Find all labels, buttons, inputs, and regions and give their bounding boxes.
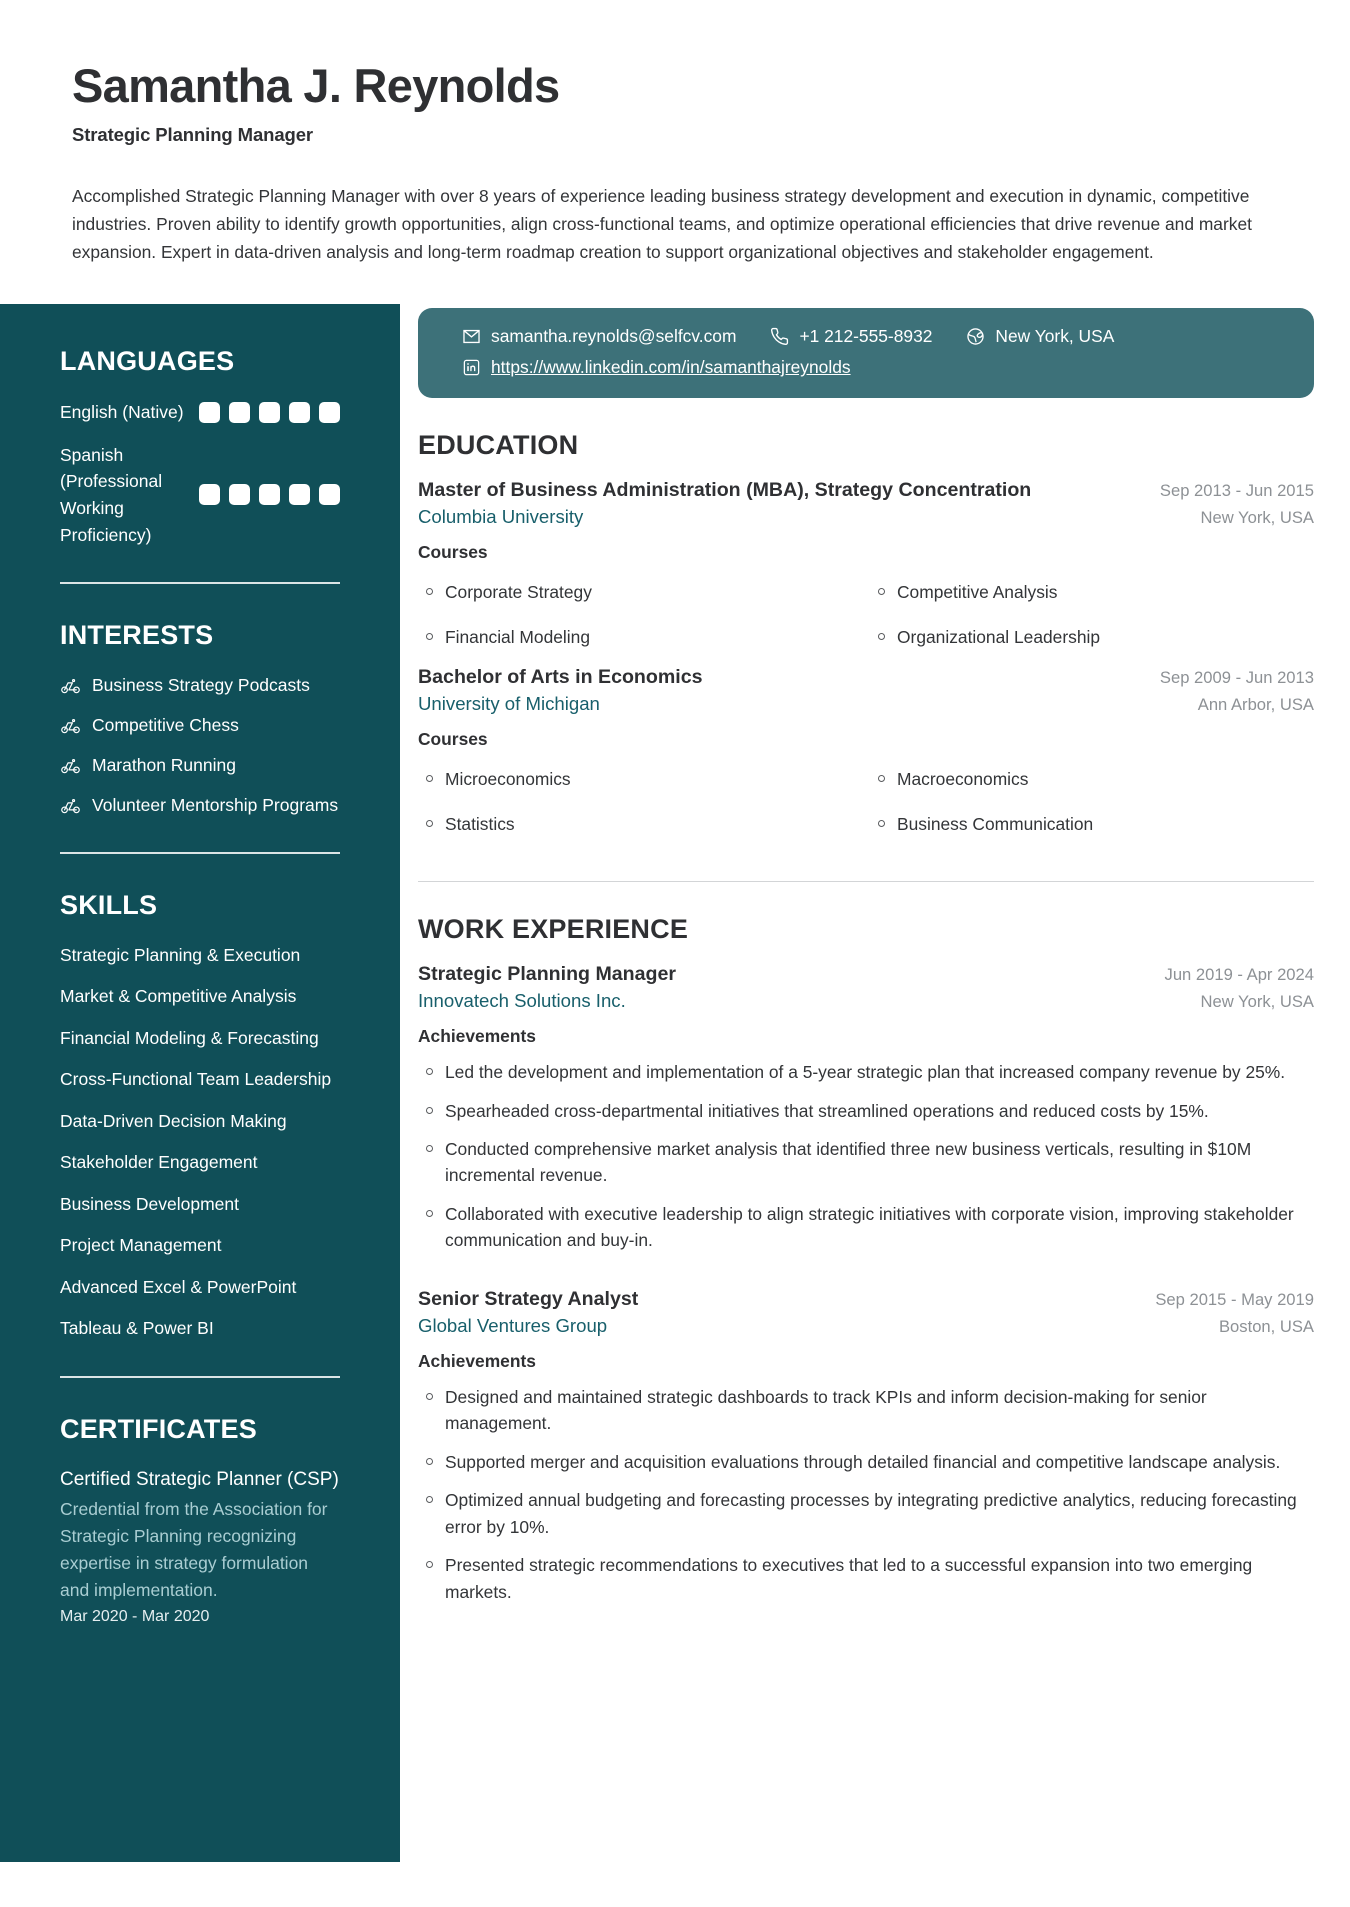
achievement-item bbox=[426, 1443, 1314, 1481]
course-item bbox=[878, 616, 1314, 658]
work-company[interactable]: Innovatech Solutions Inc. bbox=[418, 990, 626, 1012]
bullet-text: Competitive Analysis bbox=[897, 582, 1058, 603]
contact-bar bbox=[418, 308, 1314, 398]
sidebar bbox=[0, 304, 400, 1862]
education-list bbox=[418, 477, 1314, 845]
education-entry bbox=[418, 477, 1314, 658]
education-degree: Master of Business Administration (MBA), Strategy Concentration bbox=[418, 479, 1032, 502]
sidebar-section-skills bbox=[60, 890, 340, 1342]
bullet-text: Corporate Strategy bbox=[445, 582, 592, 603]
course-item bbox=[878, 758, 1314, 800]
skill-item: Tableau & Power BI bbox=[60, 1318, 214, 1339]
interest-item bbox=[60, 713, 340, 738]
achievement-item bbox=[426, 1378, 1314, 1443]
professional-summary: Accomplished Strategic Planning Manager with over 8 years of experience leading business strategy development and execution in dynamic, competitive industries. Proven ability to identify growth opportunities, align cross-functional teams, and optimize operational efficiencies that drive revenue and market expansion. Expert in data-driven analysis and long-term roadmap creation to support organizational objectives and stakeholder engagement. bbox=[72, 185, 1252, 262]
section-work-experience bbox=[418, 914, 1314, 1611]
work-achievements-list bbox=[418, 1053, 1314, 1260]
contact-line-primary bbox=[462, 326, 1270, 347]
contact-location bbox=[966, 326, 1114, 347]
sidebar-section-interests bbox=[60, 620, 340, 817]
skill-item: Advanced Excel & PowerPoint bbox=[60, 1276, 297, 1297]
globe-icon bbox=[966, 327, 985, 346]
work-entry bbox=[418, 961, 1314, 1260]
language-item bbox=[60, 399, 340, 426]
section-divider-education-work bbox=[418, 881, 1314, 882]
interests-list bbox=[60, 673, 340, 817]
skill-item: Business Development bbox=[60, 1193, 239, 1214]
envelope-icon bbox=[462, 327, 481, 346]
bullet-marker bbox=[426, 633, 433, 640]
language-label: Spanish (Professional Working Proficiency) bbox=[60, 444, 163, 545]
achievement-item bbox=[426, 1481, 1314, 1546]
resume-body bbox=[0, 304, 1350, 1862]
language-level-dot bbox=[229, 402, 250, 423]
education-school[interactable]: University of Michigan bbox=[418, 693, 600, 715]
certificates-heading: CERTIFICATES bbox=[60, 1414, 257, 1444]
bullet-text: Macroeconomics bbox=[897, 769, 1029, 790]
sidebar-section-certificates bbox=[60, 1414, 340, 1626]
bullet-marker bbox=[878, 775, 885, 782]
page-title: Samantha J. Reynolds bbox=[72, 59, 560, 112]
work-date: Sep 2015 - May 2019 bbox=[1155, 1289, 1314, 1309]
bullet-marker bbox=[426, 1561, 433, 1568]
education-courses-grid bbox=[418, 571, 1314, 658]
interest-label: Volunteer Mentorship Programs bbox=[92, 794, 339, 815]
bullet-marker bbox=[878, 588, 885, 595]
education-degree: Bachelor of Arts in Economics bbox=[418, 666, 703, 689]
work-location: Boston, USA bbox=[1218, 1316, 1314, 1336]
education-entry bbox=[418, 664, 1314, 845]
language-level-dot bbox=[199, 484, 220, 505]
education-entry-sub bbox=[418, 693, 1314, 715]
work-achievements-list bbox=[418, 1378, 1314, 1611]
work-entry-head bbox=[418, 961, 1314, 988]
work-role: Strategic Planning Manager bbox=[418, 963, 677, 986]
certificate-item bbox=[60, 1467, 340, 1626]
language-item bbox=[60, 442, 340, 548]
education-courses-grid bbox=[418, 758, 1314, 845]
language-level-dot bbox=[229, 484, 250, 505]
bullet-marker bbox=[878, 633, 885, 640]
work-entry bbox=[418, 1286, 1314, 1611]
achievement-item bbox=[426, 1130, 1314, 1195]
course-item bbox=[426, 571, 862, 613]
bullet-marker bbox=[426, 1145, 433, 1152]
bullet-text: Financial Modeling bbox=[445, 626, 591, 647]
bullet-text: Conducted comprehensive market analysis that identified three new business verticals, resulting in $10M incremental revenue. bbox=[445, 1139, 1252, 1186]
skill-item: Project Management bbox=[60, 1235, 222, 1256]
work-role: Senior Strategy Analyst bbox=[418, 1287, 639, 1310]
languages-heading: LANGUAGES bbox=[60, 346, 235, 377]
language-level-dot bbox=[319, 402, 340, 423]
education-entry-head bbox=[418, 664, 1314, 691]
contact-linkedin-text: https://www.linkedin.com/in/samanthajreynolds bbox=[491, 357, 851, 378]
certificate-name: Certified Strategic Planner (CSP) bbox=[60, 1469, 339, 1490]
language-level-dot bbox=[199, 402, 220, 423]
course-item bbox=[426, 616, 862, 658]
section-education bbox=[418, 430, 1314, 845]
interest-label: Marathon Running bbox=[92, 754, 236, 775]
interest-label: Business Strategy Podcasts bbox=[92, 675, 310, 696]
achievement-item bbox=[426, 1092, 1314, 1130]
skill-item: Data-Driven Decision Making bbox=[60, 1110, 287, 1131]
skill-item: Strategic Planning & Execution bbox=[60, 944, 301, 965]
resume-header bbox=[0, 0, 1350, 266]
course-item bbox=[426, 803, 862, 845]
contact-phone-text: +1 212-555-8932 bbox=[799, 326, 933, 347]
education-school[interactable]: Columbia University bbox=[418, 506, 584, 528]
contact-email[interactable] bbox=[462, 326, 736, 347]
bullet-text: Statistics bbox=[445, 813, 515, 834]
language-level-dot bbox=[289, 484, 310, 505]
language-level-dot bbox=[259, 402, 280, 423]
skill-item: Market & Competitive Analysis bbox=[60, 986, 297, 1007]
bullet-marker bbox=[426, 1107, 433, 1114]
bullet-text: Business Communication bbox=[897, 813, 1094, 834]
education-date: Sep 2013 - Jun 2015 bbox=[1159, 481, 1314, 501]
work-entry-sub bbox=[418, 1315, 1314, 1337]
language-level-dot bbox=[319, 484, 340, 505]
phone-icon bbox=[770, 327, 789, 346]
language-label: English (Native) bbox=[60, 402, 184, 423]
bullet-marker bbox=[426, 588, 433, 595]
skills-heading: SKILLS bbox=[60, 889, 158, 920]
skill-item: Stakeholder Engagement bbox=[60, 1152, 258, 1173]
course-item bbox=[878, 803, 1314, 845]
education-heading: EDUCATION bbox=[418, 430, 579, 461]
education-location: Ann Arbor, USA bbox=[1197, 695, 1314, 715]
language-level-dot bbox=[289, 402, 310, 423]
work-location: New York, USA bbox=[1200, 992, 1314, 1012]
sidebar-divider-2 bbox=[60, 852, 340, 854]
course-item bbox=[878, 571, 1314, 613]
sidebar-divider-3 bbox=[60, 1376, 340, 1378]
education-courses-label: Courses bbox=[418, 542, 488, 563]
achievement-item bbox=[426, 1546, 1314, 1611]
bullet-marker bbox=[426, 1458, 433, 1465]
skill-item: Financial Modeling & Forecasting bbox=[60, 1027, 319, 1048]
work-company[interactable]: Global Ventures Group bbox=[418, 1314, 608, 1336]
bullet-marker bbox=[426, 1210, 433, 1217]
bullet-marker bbox=[878, 820, 885, 827]
sidebar-divider-1 bbox=[60, 582, 340, 584]
interest-label: Competitive Chess bbox=[92, 715, 239, 735]
achievement-item bbox=[426, 1053, 1314, 1091]
interests-heading: INTERESTS bbox=[60, 620, 214, 651]
interest-item bbox=[60, 793, 340, 818]
skill-item: Cross-Functional Team Leadership bbox=[60, 1069, 332, 1090]
education-entry-sub bbox=[418, 506, 1314, 528]
work-experience-heading: WORK EXPERIENCE bbox=[418, 914, 689, 945]
contact-email-text: samantha.reynolds@selfcv.com bbox=[491, 326, 737, 347]
achievement-item bbox=[426, 1195, 1314, 1260]
language-level-dot bbox=[259, 484, 280, 505]
bullet-text: Collaborated with executive leadership to align strategic initiatives with corporate vision, improving stakeholder communication and buy-in. bbox=[445, 1203, 1294, 1251]
bullet-marker bbox=[426, 820, 433, 827]
work-entry-sub bbox=[418, 990, 1314, 1012]
bicycle-icon bbox=[60, 795, 81, 816]
education-entry-head bbox=[418, 477, 1314, 504]
contact-line-secondary bbox=[462, 357, 1270, 378]
certificates-list bbox=[60, 1467, 340, 1626]
bullet-text: Designed and maintained strategic dashboards to track KPIs and inform decision-making for senior management. bbox=[445, 1386, 1207, 1434]
bicycle-icon bbox=[60, 715, 81, 736]
work-achievements-label: Achievements bbox=[418, 1350, 536, 1371]
bicycle-icon bbox=[60, 675, 81, 696]
work-experience-list bbox=[418, 961, 1314, 1611]
education-date: Sep 2009 - Jun 2013 bbox=[1159, 668, 1314, 688]
bullet-text: Supported merger and acquisition evaluations through detailed financial and competitive landscape analysis. bbox=[445, 1451, 1281, 1472]
bullet-text: Organizational Leadership bbox=[897, 626, 1101, 647]
course-item bbox=[426, 758, 862, 800]
skills-list bbox=[60, 943, 340, 1342]
bullet-text: Led the development and implementation of a 5-year strategic plan that increased company revenue by 25%. bbox=[445, 1062, 1286, 1083]
work-date: Jun 2019 - Apr 2024 bbox=[1164, 965, 1314, 985]
bicycle-icon bbox=[60, 755, 81, 776]
certificate-date: Mar 2020 - Mar 2020 bbox=[60, 1608, 210, 1626]
language-level-dots bbox=[199, 402, 340, 423]
linkedin-icon bbox=[462, 358, 481, 377]
sidebar-section-languages bbox=[60, 346, 340, 548]
bullet-text: Optimized annual budgeting and forecasting processes by integrating predictive analytics, reducing forecasting error by 10%. bbox=[445, 1490, 1297, 1537]
bullet-marker bbox=[426, 775, 433, 782]
header-job-title: Strategic Planning Manager bbox=[72, 123, 314, 145]
education-courses-label: Courses bbox=[418, 729, 488, 750]
bullet-marker bbox=[426, 1393, 433, 1400]
bullet-marker bbox=[426, 1068, 433, 1075]
education-location: New York, USA bbox=[1200, 508, 1314, 528]
work-achievements-label: Achievements bbox=[418, 1026, 536, 1047]
interest-item bbox=[60, 753, 340, 778]
main-column bbox=[400, 304, 1350, 1862]
interest-item bbox=[60, 673, 340, 698]
bullet-text: Presented strategic recommendations to executives that led to a successful expansion into two emerging markets. bbox=[445, 1555, 1253, 1602]
contact-phone[interactable] bbox=[770, 326, 932, 347]
bullet-marker bbox=[426, 1496, 433, 1503]
work-entry-head bbox=[418, 1286, 1314, 1313]
contact-linkedin[interactable] bbox=[462, 357, 851, 378]
contact-location-text: New York, USA bbox=[995, 326, 1115, 347]
certificate-description: Credential from the Association for Strategic Planning recognizing expertise in strategy formulation and implementation. bbox=[60, 1498, 328, 1601]
bullet-text: Microeconomics bbox=[445, 769, 571, 790]
language-level-dots bbox=[199, 484, 340, 505]
bullet-text: Spearheaded cross-departmental initiatives that streamlined operations and reduced costs by 15%. bbox=[445, 1100, 1209, 1121]
languages-list bbox=[60, 399, 340, 548]
